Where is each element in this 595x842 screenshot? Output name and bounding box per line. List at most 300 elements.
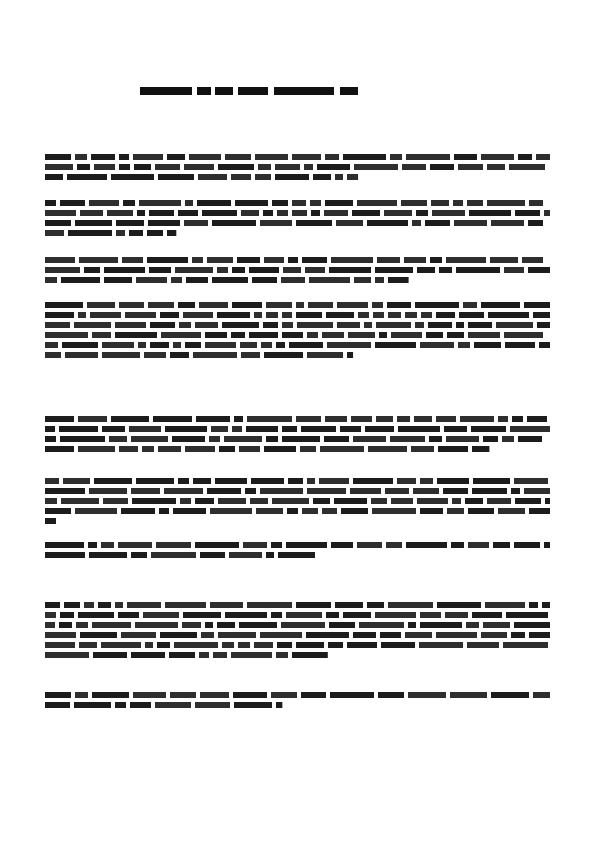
word-mark [307,352,343,358]
word-mark [472,446,489,452]
word-mark [119,446,138,452]
word-mark [211,426,228,432]
word-mark [437,602,481,608]
word-mark [498,416,508,422]
word-mark [93,652,127,658]
word-mark [59,622,72,628]
word-mark [487,200,525,206]
word-mark [200,552,225,558]
word-mark [375,342,416,348]
word-mark [131,552,147,558]
word-mark [380,632,401,638]
word-mark [444,426,467,432]
word-mark [429,436,442,442]
word-mark [115,332,157,338]
word-mark [234,702,272,708]
word-mark [454,220,487,226]
word-mark [539,342,550,348]
document-title [140,82,460,93]
word-mark [518,154,532,160]
word-mark [254,312,262,318]
text-line [45,690,550,700]
word-mark [397,478,416,484]
word-mark [107,210,133,216]
word-mark [45,257,75,263]
word-mark [512,416,523,422]
word-mark [61,277,100,283]
word-mark [471,426,506,432]
word-mark [195,542,239,548]
word-mark [502,436,514,442]
word-mark [45,332,88,338]
word-mark [264,446,296,452]
word-mark [359,622,404,628]
word-mark [367,602,384,608]
word-mark [45,267,80,273]
word-mark [348,332,375,338]
word-mark [487,498,511,504]
word-mark [45,508,71,514]
word-mark [371,498,387,504]
word-mark [491,220,524,226]
word-mark [231,332,245,338]
word-mark [398,426,440,432]
text-line [45,610,550,620]
text-line [45,340,550,350]
word-mark [524,488,550,494]
word-mark [266,552,274,558]
word-mark [390,436,425,442]
word-mark [511,632,525,638]
word-mark [545,498,550,504]
word-mark [465,498,483,504]
word-mark [184,164,214,170]
word-mark [205,622,213,628]
word-mark [260,220,292,226]
word-mark [468,542,489,548]
word-mark [282,322,293,328]
word-mark [75,154,87,160]
word-mark [347,352,353,358]
word-mark [503,642,548,648]
word-mark [472,488,507,494]
word-mark [343,154,386,160]
word-mark [115,702,126,708]
word-mark [304,164,313,170]
word-mark [167,154,185,160]
text-line [45,300,550,310]
text-line [45,620,550,630]
word-mark [329,622,355,628]
word-mark [183,312,213,318]
word-mark [357,200,397,206]
word-mark [65,352,98,358]
paragraph [45,414,550,454]
word-mark [45,342,58,348]
word-mark [255,174,271,180]
word-mark [387,302,411,308]
word-mark [245,488,256,494]
word-mark [436,416,456,422]
word-mark [420,622,462,628]
word-mark [45,210,76,216]
word-mark [397,416,410,422]
word-mark [468,508,494,514]
word-mark [522,257,543,263]
word-mark [256,508,283,514]
word-mark [488,312,529,318]
word-mark [379,332,387,338]
word-mark [198,174,227,180]
word-mark [193,352,237,358]
word-mark [170,692,196,698]
text-line [45,218,550,228]
word-mark [527,416,547,422]
word-mark [458,164,483,170]
text-line [45,630,550,640]
word-mark [180,498,191,504]
word-mark [68,230,112,236]
word-mark [283,267,301,273]
word-mark [271,542,282,548]
word-mark [137,210,145,216]
word-mark [375,267,413,273]
word-mark [485,602,525,608]
word-mark [260,632,302,638]
word-mark [217,622,235,628]
word-mark [122,257,143,263]
word-mark [301,426,336,432]
word-mark [275,164,300,170]
word-mark [438,446,468,452]
word-mark [155,702,191,708]
word-mark [286,542,327,548]
word-mark [45,622,55,628]
word-mark [238,642,250,648]
text-line [45,275,550,285]
word-mark [536,154,550,160]
word-mark [472,612,502,618]
word-mark [388,277,409,283]
word-mark [364,322,372,328]
word-mark [515,210,540,216]
word-mark [413,488,439,494]
word-mark [115,322,146,328]
word-mark [459,312,484,318]
word-mark [75,220,112,226]
word-mark [232,302,262,308]
word-mark [319,478,349,484]
word-mark [443,488,468,494]
word-mark [354,277,371,283]
word-mark [266,436,278,442]
word-mark [45,652,89,658]
word-mark [130,702,151,708]
paragraph [45,152,550,182]
word-mark [89,488,127,494]
word-mark [133,692,166,698]
word-mark [373,312,384,318]
word-mark [439,267,452,273]
word-mark [111,416,149,422]
text-line [45,162,550,172]
word-mark [170,352,189,358]
word-mark [493,542,510,548]
word-mark [261,342,272,348]
word-mark [307,478,315,484]
word-mark [537,322,550,328]
word-mark [467,200,483,206]
word-mark [127,602,161,608]
word-mark [78,612,114,618]
word-mark [147,257,188,263]
word-mark [411,446,434,452]
word-mark [504,267,524,273]
word-mark [92,692,129,698]
word-mark [150,322,175,328]
word-mark [160,312,179,318]
word-mark [249,267,279,273]
word-mark [325,416,347,422]
word-mark [193,478,211,484]
word-mark [375,277,384,283]
word-mark [390,154,402,160]
word-mark [416,210,428,216]
word-mark [388,602,433,608]
text-line [45,516,550,526]
word-mark [310,200,321,206]
word-mark [358,312,369,318]
word-mark [252,277,277,283]
word-mark [357,542,382,548]
word-mark [125,312,156,318]
word-mark [296,302,304,308]
word-mark [149,210,174,216]
word-mark [165,426,207,432]
word-mark [317,164,350,170]
word-mark [189,154,221,160]
word-mark [350,488,381,494]
text-line [45,444,550,454]
word-mark [430,257,442,263]
word-mark [481,302,520,308]
word-mark [134,164,151,170]
word-mark [74,322,111,328]
word-mark [199,302,228,308]
word-mark [75,692,88,698]
word-mark [173,508,206,514]
word-mark [104,277,132,283]
word-mark [87,302,115,308]
word-mark [302,508,318,514]
word-mark [456,322,464,328]
word-mark [45,692,71,698]
word-mark [80,210,103,216]
word-mark [437,478,469,484]
word-mark [335,602,363,608]
word-mark [335,174,343,180]
word-mark [129,426,161,432]
word-mark [247,602,292,608]
word-mark [542,602,550,608]
word-mark [171,277,182,283]
word-mark [76,622,88,628]
word-mark [45,552,85,558]
word-mark [89,552,127,558]
word-mark [183,612,221,618]
word-mark [415,302,459,308]
paragraph [45,476,550,526]
text-line [45,506,550,516]
text-line [45,208,550,218]
word-mark [308,302,333,308]
word-mark [458,342,470,348]
word-mark [218,164,254,170]
text-line [45,550,550,560]
word-mark [307,332,318,338]
word-mark [155,164,180,170]
word-mark [195,498,214,504]
word-mark [297,322,333,328]
word-mark [490,257,518,263]
word-mark [266,302,292,308]
paragraph [45,540,550,560]
word-mark [529,602,538,608]
word-mark [451,542,464,548]
text-line [45,414,550,424]
word-mark [511,488,520,494]
word-mark [288,478,303,484]
word-mark [225,612,267,618]
word-mark [249,332,278,338]
word-mark [401,200,427,206]
text-line [45,424,550,434]
word-mark [101,542,114,548]
word-mark [281,277,305,283]
word-mark [229,552,262,558]
word-mark [421,312,432,318]
word-mark [322,332,344,338]
word-mark [417,267,435,273]
word-mark [337,302,368,308]
word-mark [84,267,100,273]
word-mark [75,508,117,514]
word-mark [200,692,229,698]
word-mark [151,552,196,558]
word-mark [217,312,250,318]
word-mark [328,642,343,648]
word-mark [524,302,550,308]
word-mark [469,210,511,216]
word-mark [215,478,247,484]
word-mark [218,498,246,504]
word-mark [207,488,241,494]
word-mark [264,352,303,358]
word-mark [240,342,257,348]
word-mark [61,498,99,504]
word-mark [518,436,542,442]
text-line [45,650,550,660]
word-mark [467,642,499,648]
word-mark [337,322,360,328]
word-mark [225,154,251,160]
word-mark [64,602,80,608]
word-mark [287,508,298,514]
word-mark [483,622,510,628]
word-mark [102,426,125,432]
word-mark [515,498,541,504]
word-mark [514,622,550,628]
word-mark [296,312,322,318]
word-mark [45,446,74,452]
word-mark [496,322,533,328]
word-mark [391,498,413,504]
word-mark [446,257,486,263]
word-mark [272,200,288,206]
word-mark [330,692,374,698]
word-mark [222,322,259,328]
text-line [45,265,550,275]
word-mark [281,622,325,628]
word-mark [446,436,479,442]
word-mark [352,210,380,216]
word-mark [186,277,208,283]
word-mark [420,342,454,348]
paragraph [45,690,550,710]
word-mark [45,277,57,283]
paragraph [45,300,550,360]
word-mark [178,302,195,308]
word-mark [158,446,181,452]
word-mark [199,652,209,658]
word-mark [212,220,256,226]
word-mark [271,612,282,618]
word-mark [60,200,85,206]
word-mark [481,154,514,160]
word-mark [353,478,393,484]
word-mark [102,342,134,348]
word-mark [331,257,373,263]
word-mark [276,342,285,348]
text-line [45,320,550,330]
word-mark [292,200,306,206]
word-mark [139,200,181,206]
word-mark [324,210,348,216]
word-mark [209,436,220,442]
word-mark [136,478,174,484]
word-mark [272,498,309,504]
word-mark [118,612,139,618]
word-mark [474,342,501,348]
text-line [45,600,550,610]
word-mark [300,446,316,452]
word-mark [340,426,361,432]
word-mark [368,446,407,452]
word-mark [123,200,135,206]
word-mark [148,302,174,308]
word-mark [296,602,331,608]
word-mark [241,352,260,358]
word-mark [258,164,271,170]
word-mark [131,652,165,658]
word-mark [45,174,63,180]
word-mark [241,210,259,216]
word-mark [408,692,446,698]
word-mark [145,642,153,648]
word-mark [210,602,243,608]
word-mark [473,478,510,484]
word-mark [150,342,169,348]
